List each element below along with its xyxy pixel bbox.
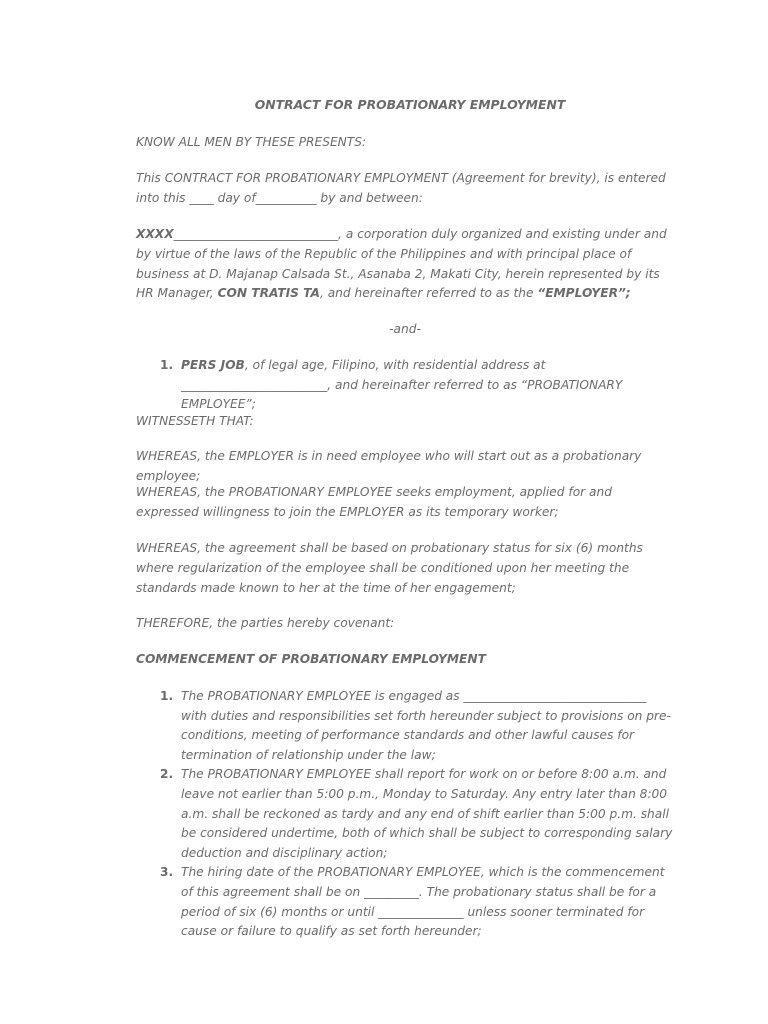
employer-paragraph xyxy=(136,225,674,304)
hr-manager-name: CON TRATIS TA xyxy=(217,286,320,301)
list-item-text: The hiring date of the PROBATIONARY EMPLOYEE, which is the commencement of this agreement shall be on _________. The probationary status shall be for a period of six (6) months or until ______________ unless sooner terminated for cause or failure to qualify as set forth hereunder; xyxy=(181,865,665,939)
employer-label: “EMPLOYER”; xyxy=(537,286,631,301)
commencement-list xyxy=(136,687,674,942)
whereas-2: WHEREAS, the PROBATIONARY EMPLOYEE seeks employment, applied for and expressed willingness to join the EMPLOYER as its temporary worker; xyxy=(136,485,612,519)
document-title: ONTRACT FOR PROBATIONARY EMPLOYMENT xyxy=(254,97,566,112)
and-separator: -and- xyxy=(389,322,421,336)
witnesseth-line: WITNESSETH THAT: xyxy=(136,414,254,428)
party2-list xyxy=(136,356,674,415)
section-heading: COMMENCEMENT OF PROBATIONARY EMPLOYMENT xyxy=(136,652,486,666)
list-item xyxy=(136,765,674,863)
employer-tail: , and hereinafter referred to as the xyxy=(319,286,538,301)
know-all-line: KNOW ALL MEN BY THESE PRESENTS: xyxy=(136,135,367,149)
list-item xyxy=(136,687,674,765)
list-item-number: 1. xyxy=(160,689,174,703)
list-item-number: 3. xyxy=(160,865,174,880)
employee-description: , of legal age, Filipino, with residential address at ________________________, and hereinafter referred to as “PROBATIONARY EMPLOYEE”; xyxy=(181,358,623,412)
employer-name-blank: ___________________________ xyxy=(173,227,339,241)
employer-description: , a corporation duly organized and existing under and by virtue of the laws of the Republic of the Philippines and with principal place of business at D. Majanap Calsada St., Asanaba 2, Makati City, herein represented by its HR Manager, xyxy=(136,227,667,301)
list-item-number: 2. xyxy=(160,767,174,782)
list-item xyxy=(136,863,674,941)
list-item-text: The PROBATIONARY EMPLOYEE shall report for work on or before 8:00 a.m. and leave not earlier than 5:00 p.m., Monday to Saturday. Any entry later than 8:00 a.m. shall be reckoned as tardy and any end of shift earlier than 5:00 p.m. shall be considered undertime, both of which shall be subject to corresponding salary deduction and disciplinary action; xyxy=(181,767,673,860)
party2-item xyxy=(136,356,674,415)
therefore-line: THEREFORE, the parties hereby covenant: xyxy=(136,616,395,630)
list-item-text: The PROBATIONARY EMPLOYEE is engaged as ______________________________ with duties and responsibilities set forth hereunder subject to provisions on pre-conditions, meeting of performance standards and other lawful causes for termination of relationship under the law; xyxy=(181,689,671,762)
whereas-1: WHEREAS, the EMPLOYER is in need employee who will start out as a probationary employee; xyxy=(136,449,642,483)
employee-name: PERS JOB xyxy=(181,358,245,372)
employer-name: XXXX xyxy=(136,227,174,241)
intro-paragraph: This CONTRACT FOR PROBATIONARY EMPLOYMENT (Agreement for brevity), is entered into this ____ day of__________ by and between: xyxy=(136,171,666,205)
whereas-3: WHEREAS, the agreement shall be based on probationary status for six (6) months where regularization of the employee shall be conditioned upon her meeting the standards made known to her at the time of her engagement; xyxy=(136,541,643,595)
party2-number: 1. xyxy=(160,358,174,372)
